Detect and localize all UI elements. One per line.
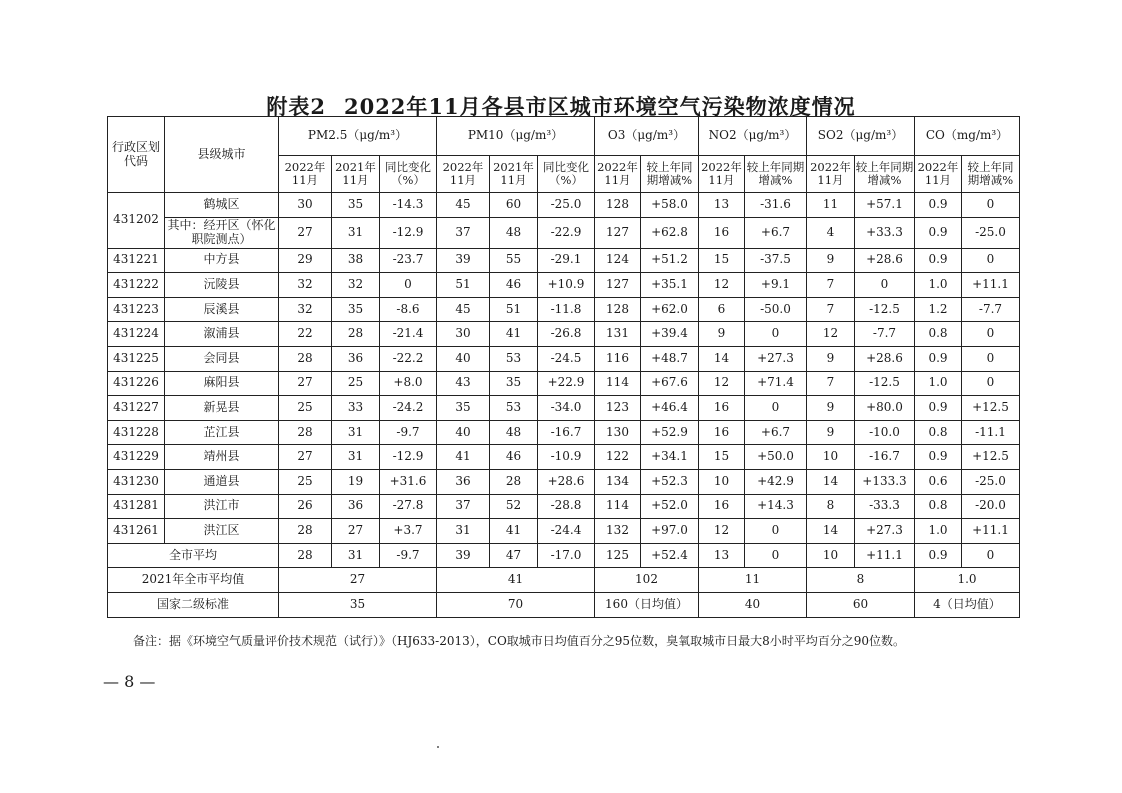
cell-so2: -16.7 (855, 445, 915, 470)
cell-pm25: 27 (279, 568, 437, 593)
header-pm25: PM2.5（μg/m³） (279, 117, 437, 156)
sub-pm25-2021: 2021年11月 (332, 156, 380, 193)
cell-pm10: 47 (490, 543, 538, 568)
cell-o3: +58.0 (641, 193, 699, 218)
cell-pm25: 19 (332, 469, 380, 494)
cell-pm10: 52 (490, 494, 538, 519)
cell-pm25: 28 (332, 322, 380, 347)
cell-co: 0.9 (915, 217, 962, 248)
sub-pm10-yoy: 同比变化（%） (538, 156, 595, 193)
cell-so2: +11.1 (855, 543, 915, 568)
cell-pm10: 40 (437, 420, 490, 445)
sub-so2-cmp: 较上年同期增减% (855, 156, 915, 193)
cell-pm10: -24.5 (538, 346, 595, 371)
cell-pm25: 26 (279, 494, 332, 519)
cell-county: 鹤城区 (165, 193, 279, 218)
cell-pm10: 36 (437, 469, 490, 494)
cell-pm25: 38 (332, 248, 380, 273)
cell-so2: 7 (807, 371, 855, 396)
cell-pm25: 27 (332, 519, 380, 544)
cell-o3: +35.1 (641, 273, 699, 298)
sub-o3-2022: 2022年11月 (595, 156, 641, 193)
cell-co: 0 (962, 248, 1020, 273)
cell-no2: 9 (699, 322, 745, 347)
cell-pm25: 32 (279, 297, 332, 322)
cell-pm25: 33 (332, 396, 380, 421)
cell-so2: 7 (807, 297, 855, 322)
table-row (108, 273, 1020, 298)
cell-county: 麻阳县 (165, 371, 279, 396)
header-county: 县级城市 (165, 117, 279, 193)
cell-so2: 9 (807, 420, 855, 445)
cell-pm10: 30 (437, 322, 490, 347)
sub-pm25-2022: 2022年11月 (279, 156, 332, 193)
header-pm10: PM10（μg/m³） (437, 117, 595, 156)
cell-o3: 128 (595, 193, 641, 218)
cell-county: 通道县 (165, 469, 279, 494)
cell-pm10: 53 (490, 346, 538, 371)
cell-county: 靖州县 (165, 445, 279, 470)
cell-pm25: 31 (332, 445, 380, 470)
cell-no2: 40 (699, 592, 807, 617)
cell-pm25: 25 (279, 469, 332, 494)
cell-so2: 9 (807, 396, 855, 421)
cell-no2: 0 (745, 543, 807, 568)
cell-so2: +57.1 (855, 193, 915, 218)
cell-pm25: -9.7 (380, 420, 437, 445)
table-row-avg2021 (108, 568, 1020, 593)
cell-code: 431202 (108, 193, 165, 249)
cell-co: -25.0 (962, 469, 1020, 494)
cell-so2: 9 (807, 248, 855, 273)
cell-pm25: 28 (279, 346, 332, 371)
cell-so2: -7.7 (855, 322, 915, 347)
sub-pm25-yoy: 同比变化（%） (380, 156, 437, 193)
cell-no2: 12 (699, 519, 745, 544)
cell-pm10: -29.1 (538, 248, 595, 273)
cell-pm10: -11.8 (538, 297, 595, 322)
cell-pm25: 25 (332, 371, 380, 396)
cell-so2: +28.6 (855, 248, 915, 273)
cell-pm10: 45 (437, 297, 490, 322)
cell-pm10: 51 (490, 297, 538, 322)
table-row (108, 322, 1020, 347)
cell-so2: 8 (807, 568, 915, 593)
cell-no2: 15 (699, 445, 745, 470)
cell-pm10: 53 (490, 396, 538, 421)
cell-avg-label: 全市平均 (108, 543, 279, 568)
cell-o3: 123 (595, 396, 641, 421)
cell-o3: 128 (595, 297, 641, 322)
header-o3: O3（μg/m³） (595, 117, 699, 156)
cell-pm25: 36 (332, 346, 380, 371)
cell-o3: +52.3 (641, 469, 699, 494)
cell-county: 溆浦县 (165, 322, 279, 347)
cell-pm10: 60 (490, 193, 538, 218)
cell-co: +11.1 (962, 273, 1020, 298)
cell-pm25: -8.6 (380, 297, 437, 322)
table-row (108, 445, 1020, 470)
cell-o3: +62.0 (641, 297, 699, 322)
cell-pm25: -9.7 (380, 543, 437, 568)
cell-pm10: -26.8 (538, 322, 595, 347)
cell-so2: 14 (807, 469, 855, 494)
header-so2: SO2（μg/m³） (807, 117, 915, 156)
cell-o3: 102 (595, 568, 699, 593)
cell-co: 4（日均值） (915, 592, 1020, 617)
cell-pm10: -22.9 (538, 217, 595, 248)
cell-pm25: +8.0 (380, 371, 437, 396)
cell-pm10: 46 (490, 445, 538, 470)
cell-co: +12.5 (962, 445, 1020, 470)
cell-no2: -50.0 (745, 297, 807, 322)
cell-pm10: 70 (437, 592, 595, 617)
cell-avg2021-label: 2021年全市平均值 (108, 568, 279, 593)
cell-pm25: 22 (279, 322, 332, 347)
cell-pm25: 0 (380, 273, 437, 298)
cell-so2: 10 (807, 445, 855, 470)
cell-o3: +52.0 (641, 494, 699, 519)
cell-o3: +62.8 (641, 217, 699, 248)
cell-co: 1.0 (915, 568, 1020, 593)
cell-so2: 60 (807, 592, 915, 617)
cell-pm25: 31 (332, 420, 380, 445)
cell-no2: 13 (699, 193, 745, 218)
cell-pm25: -23.7 (380, 248, 437, 273)
cell-no2: 12 (699, 371, 745, 396)
cell-so2: 11 (807, 193, 855, 218)
cell-co: -25.0 (962, 217, 1020, 248)
cell-co: 0.9 (915, 346, 962, 371)
cell-code: 431261 (108, 519, 165, 544)
cell-code: 431228 (108, 420, 165, 445)
cell-o3: +51.2 (641, 248, 699, 273)
cell-pm10: 55 (490, 248, 538, 273)
cell-co: 0.6 (915, 469, 962, 494)
cell-so2: 7 (807, 273, 855, 298)
cell-pm10: 39 (437, 543, 490, 568)
cell-pm25: -12.9 (380, 445, 437, 470)
cell-o3: +39.4 (641, 322, 699, 347)
cell-pm10: 41 (437, 445, 490, 470)
cell-so2: +80.0 (855, 396, 915, 421)
cell-co: -11.1 (962, 420, 1020, 445)
cell-o3: 134 (595, 469, 641, 494)
cell-so2: +27.3 (855, 519, 915, 544)
cell-so2: +28.6 (855, 346, 915, 371)
cell-no2: 15 (699, 248, 745, 273)
cell-code: 431281 (108, 494, 165, 519)
cell-co: 1.0 (915, 273, 962, 298)
cell-no2: +9.1 (745, 273, 807, 298)
cell-pm25: 36 (332, 494, 380, 519)
cell-code: 431223 (108, 297, 165, 322)
table-row (108, 346, 1020, 371)
cell-pm10: +22.9 (538, 371, 595, 396)
cell-pm25: +3.7 (380, 519, 437, 544)
cell-so2: +133.3 (855, 469, 915, 494)
cell-so2: 12 (807, 322, 855, 347)
table-row (108, 248, 1020, 273)
cell-code: 431229 (108, 445, 165, 470)
cell-pm25: 35 (279, 592, 437, 617)
cell-no2: 13 (699, 543, 745, 568)
cell-pm10: -24.4 (538, 519, 595, 544)
cell-o3: 114 (595, 371, 641, 396)
cell-co: +12.5 (962, 396, 1020, 421)
cell-so2: 14 (807, 519, 855, 544)
cell-code: 431225 (108, 346, 165, 371)
cell-pm10: -28.8 (538, 494, 595, 519)
cell-pm10: 46 (490, 273, 538, 298)
cell-o3: 124 (595, 248, 641, 273)
cell-county: 芷江县 (165, 420, 279, 445)
cell-code: 431221 (108, 248, 165, 273)
cell-pm25: -14.3 (380, 193, 437, 218)
cell-no2: 16 (699, 217, 745, 248)
cell-no2: 10 (699, 469, 745, 494)
cell-pm25: 32 (332, 273, 380, 298)
cell-no2: 0 (745, 322, 807, 347)
cell-no2: +6.7 (745, 420, 807, 445)
cell-o3: 132 (595, 519, 641, 544)
cell-so2: 0 (855, 273, 915, 298)
cell-pm10: 35 (490, 371, 538, 396)
cell-co: 0.8 (915, 322, 962, 347)
cell-pm25: 35 (332, 193, 380, 218)
cell-code: 431224 (108, 322, 165, 347)
table-row-average (108, 543, 1020, 568)
cell-co: 0 (962, 371, 1020, 396)
cell-code: 431226 (108, 371, 165, 396)
cell-o3: 160（日均值） (595, 592, 699, 617)
cell-pm10: 31 (437, 519, 490, 544)
cell-pm10: 28 (490, 469, 538, 494)
cell-o3: 114 (595, 494, 641, 519)
scan-dot (437, 746, 439, 748)
cell-pm10: 35 (437, 396, 490, 421)
cell-code: 431222 (108, 273, 165, 298)
cell-pm25: -12.9 (380, 217, 437, 248)
sub-co-2022: 2022年11月 (915, 156, 962, 193)
table-row (108, 396, 1020, 421)
cell-no2: +50.0 (745, 445, 807, 470)
cell-pm25: 29 (279, 248, 332, 273)
cell-pm10: 40 (437, 346, 490, 371)
cell-o3: +34.1 (641, 445, 699, 470)
cell-o3: +67.6 (641, 371, 699, 396)
footnote: 备注：据《环境空气质量评价技术规范（试行）》（HJ633-2013），CO取城市日均值百分之95位数，臭氧取城市日最大8小时平均百分之90位数。 (133, 634, 905, 648)
cell-so2: -33.3 (855, 494, 915, 519)
cell-o3: +52.9 (641, 420, 699, 445)
cell-co: 1.0 (915, 519, 962, 544)
cell-pm25: 32 (279, 273, 332, 298)
cell-pm25: 27 (279, 371, 332, 396)
sub-pm10-2021: 2021年11月 (490, 156, 538, 193)
cell-no2: +27.3 (745, 346, 807, 371)
cell-no2: +6.7 (745, 217, 807, 248)
cell-so2: -12.5 (855, 297, 915, 322)
cell-pm10: -25.0 (538, 193, 595, 218)
cell-co: 0.8 (915, 420, 962, 445)
cell-pm25: 25 (279, 396, 332, 421)
cell-pm25: 28 (279, 420, 332, 445)
cell-o3: 131 (595, 322, 641, 347)
sub-pm10-2022: 2022年11月 (437, 156, 490, 193)
title-text: 2022年11月各县市区城市环境空气污染物浓度情况 (343, 94, 856, 119)
cell-co: 0.9 (915, 248, 962, 273)
cell-no2: +42.9 (745, 469, 807, 494)
cell-county: 其中：经开区（怀化职院测点） (165, 217, 279, 248)
cell-o3: 130 (595, 420, 641, 445)
cell-so2: 4 (807, 217, 855, 248)
cell-no2: 14 (699, 346, 745, 371)
cell-county: 洪江区 (165, 519, 279, 544)
cell-o3: +52.4 (641, 543, 699, 568)
cell-pm10: -16.7 (538, 420, 595, 445)
cell-pm25: 31 (332, 543, 380, 568)
cell-co: -7.7 (962, 297, 1020, 322)
cell-no2: -37.5 (745, 248, 807, 273)
table-row (108, 371, 1020, 396)
cell-pm10: 37 (437, 494, 490, 519)
cell-pm25: -22.2 (380, 346, 437, 371)
cell-co: -20.0 (962, 494, 1020, 519)
page-number: — 8 — (103, 672, 156, 691)
cell-pm25: 27 (279, 217, 332, 248)
cell-county: 洪江市 (165, 494, 279, 519)
cell-so2: 9 (807, 346, 855, 371)
cell-so2: -10.0 (855, 420, 915, 445)
cell-pm10: +10.9 (538, 273, 595, 298)
cell-pm10: 45 (437, 193, 490, 218)
cell-pm25: -27.8 (380, 494, 437, 519)
header-co: CO（mg/m³） (915, 117, 1020, 156)
cell-o3: +97.0 (641, 519, 699, 544)
cell-so2: -12.5 (855, 371, 915, 396)
cell-pm25: 27 (279, 445, 332, 470)
cell-county: 新晃县 (165, 396, 279, 421)
cell-co: 0.9 (915, 543, 962, 568)
table-row (108, 519, 1020, 544)
cell-o3: 116 (595, 346, 641, 371)
table-row (108, 297, 1020, 322)
cell-co: 0 (962, 543, 1020, 568)
sub-so2-2022: 2022年11月 (807, 156, 855, 193)
header-no2: NO2（μg/m³） (699, 117, 807, 156)
table-row (108, 217, 1020, 248)
cell-o3: 122 (595, 445, 641, 470)
cell-co: 1.2 (915, 297, 962, 322)
table-row (108, 193, 1020, 218)
cell-co: 1.0 (915, 371, 962, 396)
cell-no2: 0 (745, 519, 807, 544)
cell-pm10: 41 (490, 519, 538, 544)
cell-no2: 11 (699, 568, 807, 593)
cell-no2: 16 (699, 494, 745, 519)
table-row (108, 420, 1020, 445)
cell-so2: +33.3 (855, 217, 915, 248)
cell-no2: 0 (745, 396, 807, 421)
cell-o3: +46.4 (641, 396, 699, 421)
cell-no2: +14.3 (745, 494, 807, 519)
cell-no2: 16 (699, 396, 745, 421)
cell-co: 0.9 (915, 396, 962, 421)
cell-no2: +71.4 (745, 371, 807, 396)
cell-pm10: -17.0 (538, 543, 595, 568)
cell-so2: 8 (807, 494, 855, 519)
table-row (108, 494, 1020, 519)
sub-co-cmp: 较上年同期增减% (962, 156, 1020, 193)
cell-pm25: -21.4 (380, 322, 437, 347)
cell-pm10: -10.9 (538, 445, 595, 470)
cell-pm10: -34.0 (538, 396, 595, 421)
cell-no2: 16 (699, 420, 745, 445)
cell-co: 0.8 (915, 494, 962, 519)
cell-co: 0 (962, 346, 1020, 371)
cell-county: 沅陵县 (165, 273, 279, 298)
cell-no2: 12 (699, 273, 745, 298)
table-row-standard (108, 592, 1020, 617)
cell-pm10: 43 (437, 371, 490, 396)
cell-no2: 6 (699, 297, 745, 322)
sub-no2-2022: 2022年11月 (699, 156, 745, 193)
cell-code: 431230 (108, 469, 165, 494)
cell-no2: -31.6 (745, 193, 807, 218)
cell-pm10: 51 (437, 273, 490, 298)
sub-o3-cmp: 较上年同期增减% (641, 156, 699, 193)
cell-o3: 125 (595, 543, 641, 568)
cell-county: 会同县 (165, 346, 279, 371)
cell-pm25: +31.6 (380, 469, 437, 494)
cell-co: 0.9 (915, 445, 962, 470)
cell-o3: 127 (595, 273, 641, 298)
cell-standard-label: 国家二级标准 (108, 592, 279, 617)
cell-pm10: 37 (437, 217, 490, 248)
cell-pm25: -24.2 (380, 396, 437, 421)
cell-pm10: 48 (490, 420, 538, 445)
cell-code: 431227 (108, 396, 165, 421)
cell-pm10: +28.6 (538, 469, 595, 494)
cell-county: 辰溪县 (165, 297, 279, 322)
cell-pm25: 30 (279, 193, 332, 218)
cell-co: 0.9 (915, 193, 962, 218)
cell-pm25: 31 (332, 217, 380, 248)
cell-pm25: 28 (279, 519, 332, 544)
cell-co: 0 (962, 322, 1020, 347)
cell-pm10: 41 (437, 568, 595, 593)
air-quality-table (107, 116, 1020, 618)
cell-pm10: 48 (490, 217, 538, 248)
cell-o3: +48.7 (641, 346, 699, 371)
cell-pm25: 35 (332, 297, 380, 322)
cell-o3: 127 (595, 217, 641, 248)
table-row (108, 469, 1020, 494)
cell-pm10: 39 (437, 248, 490, 273)
cell-co: +11.1 (962, 519, 1020, 544)
cell-pm25: 28 (279, 543, 332, 568)
sub-no2-cmp: 较上年同期增减% (745, 156, 807, 193)
cell-pm10: 41 (490, 322, 538, 347)
cell-co: 0 (962, 193, 1020, 218)
header-code: 行政区划代码 (108, 117, 165, 193)
cell-so2: 10 (807, 543, 855, 568)
cell-county: 中方县 (165, 248, 279, 273)
title-label: 附表2 (266, 94, 326, 119)
